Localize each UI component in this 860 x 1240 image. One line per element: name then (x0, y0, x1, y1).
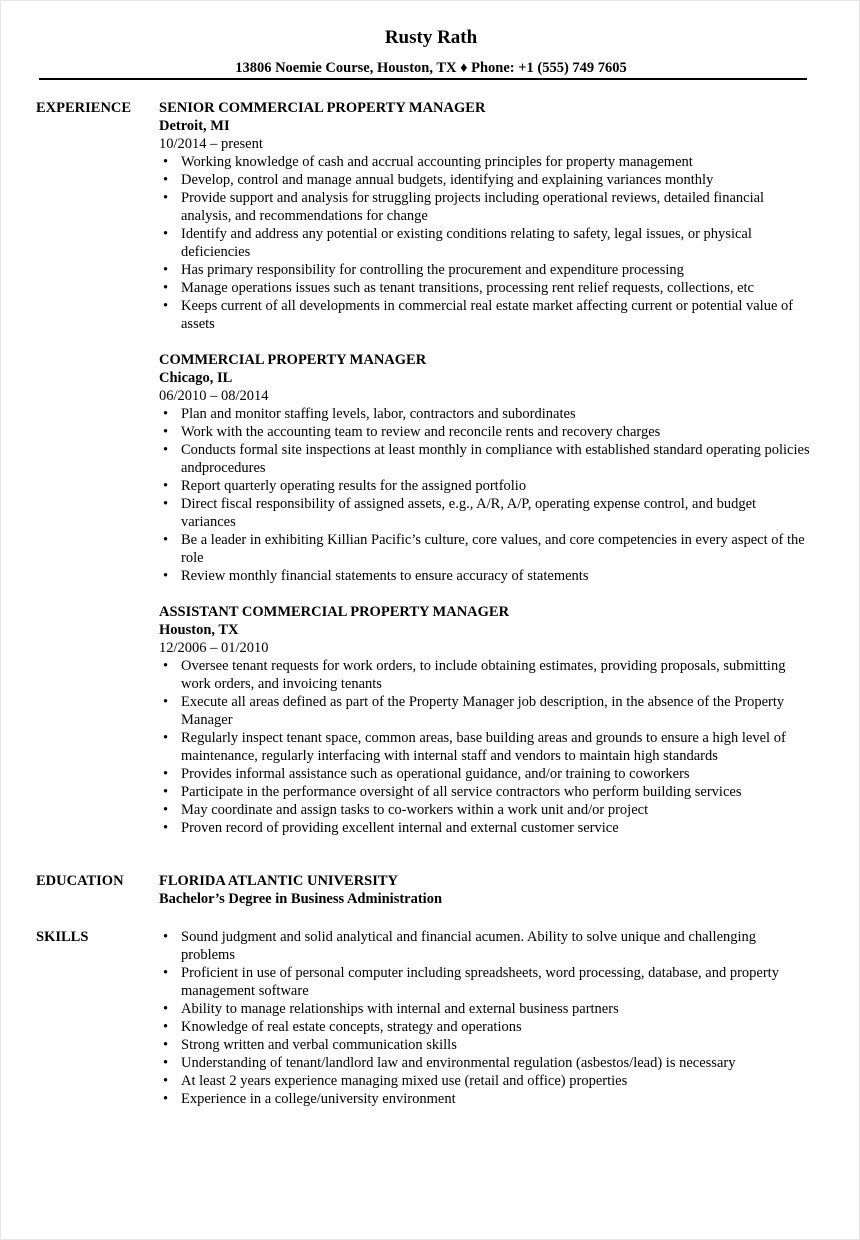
candidate-name: Rusty Rath (384, 27, 478, 48)
school-name: FLORIDA ATLANTIC UNIVERSITY (159, 873, 399, 889)
skills-section (36, 928, 811, 1108)
skill-item: • Ability to manage relationships with internal and external business partners (159, 1000, 811, 1018)
bullet-item: • Execute all areas defined as part of the Property Manager job description, in the absence of the Property Manager (159, 693, 811, 729)
skill-item: • Strong written and verbal communication skills (159, 1036, 811, 1054)
job-bullets (159, 405, 811, 585)
skill-item: • Experience in a college/university environment (159, 1090, 811, 1108)
experience-body (159, 99, 811, 837)
bullet-item: • Provide support and analysis for struggling projects including operational reviews, detailed financial analysis, and recommendations for change (159, 189, 811, 225)
job-entry (159, 351, 811, 585)
bullet-item: • Conducts formal site inspections at least monthly in compliance with established standard operating policies andprocedures (159, 441, 811, 477)
bullet-item: • Be a leader in exhibiting Killian Pacific’s culture, core values, and core competencies in every aspect of the role (159, 531, 811, 567)
job-bullets (159, 657, 811, 837)
bullet-item: • Develop, control and manage annual budgets, identifying and explaining variances monthly (159, 171, 811, 189)
job-bullets (159, 153, 811, 333)
skill-item: • Knowledge of real estate concepts, strategy and operations (159, 1018, 811, 1036)
skills-list (159, 928, 811, 1108)
header-divider (39, 78, 807, 80)
skill-item: • At least 2 years experience managing mixed use (retail and office) properties (159, 1072, 811, 1090)
bullet-item: • Has primary responsibility for controlling the procurement and expenditure processing (159, 261, 811, 279)
bullet-item: • Keeps current of all developments in commercial real estate market affecting current or potential value of assets (159, 297, 811, 333)
bullet-item: • Identify and address any potential or existing conditions relating to safety, legal issues, or physical deficiencies (159, 225, 811, 261)
bullet-item: • Review monthly financial statements to ensure accuracy of statements (159, 567, 811, 585)
job-entry (159, 99, 811, 333)
bullet-item: • Provides informal assistance such as operational guidance, and/or training to coworkers (159, 765, 811, 783)
job-location: Chicago, IL (159, 370, 233, 386)
section-heading-education: EDUCATION (36, 873, 124, 889)
job-entry (159, 603, 811, 837)
bullet-item: • Direct fiscal responsibility of assigned assets, e.g., A/R, A/P, operating expense control, and budget variances (159, 495, 811, 531)
bullet-item: • Working knowledge of cash and accrual accounting principles for property management (159, 153, 811, 171)
bullet-item: • Participate in the performance oversight of all service contractors who perform building services (159, 783, 811, 801)
job-title: ASSISTANT COMMERCIAL PROPERTY MANAGER (159, 604, 510, 620)
job-title: SENIOR COMMERCIAL PROPERTY MANAGER (159, 100, 486, 116)
skill-item: • Sound judgment and solid analytical and financial acumen. Ability to solve unique and challenging problems (159, 928, 811, 964)
section-heading-experience: EXPERIENCE (36, 100, 132, 116)
bullet-item: • Oversee tenant requests for work orders, to include obtaining estimates, providing proposals, submitting work orders, and invoicing tenants (159, 657, 811, 693)
job-dates: 06/2010 – 08/2014 (159, 388, 269, 404)
degree: Bachelor’s Degree in Business Administration (159, 891, 443, 907)
job-location: Houston, TX (159, 622, 239, 638)
experience-section (36, 99, 811, 855)
skills-body (159, 928, 811, 1108)
bullet-item: • Regularly inspect tenant space, common areas, base building areas and grounds to ensure a high level of maintenance, regularly interfacing with internal staff and vendors to maintain high standards (159, 729, 811, 765)
skill-item: • Proficient in use of personal computer including spreadsheets, word processing, database, and property management software (159, 964, 811, 1000)
contact-line: 13806 Noemie Course, Houston, TX ♦ Phone: +1 (555) 749 7605 (235, 60, 627, 76)
bullet-item: • May coordinate and assign tasks to co-workers within a work unit and/or project (159, 801, 811, 819)
job-title: COMMERCIAL PROPERTY MANAGER (159, 352, 427, 368)
bullet-item: • Manage operations issues such as tenant transitions, processing rent relief requests, collections, etc (159, 279, 811, 297)
bullet-item: • Plan and monitor staffing levels, labor, contractors and subordinates (159, 405, 811, 423)
bullet-item: • Work with the accounting team to review and reconcile rents and recovery charges (159, 423, 811, 441)
job-dates: 12/2006 – 01/2010 (159, 640, 269, 656)
job-dates: 10/2014 – present (159, 136, 263, 152)
bullet-item: • Proven record of providing excellent internal and external customer service (159, 819, 811, 837)
skill-item: • Understanding of tenant/landlord law and environmental regulation (asbestos/lead) is necessary (159, 1054, 811, 1072)
job-location: Detroit, MI (159, 118, 230, 134)
bullet-item: • Report quarterly operating results for the assigned portfolio (159, 477, 811, 495)
education-section (36, 872, 811, 908)
education-body (159, 872, 811, 908)
section-heading-skills: SKILLS (36, 929, 89, 945)
